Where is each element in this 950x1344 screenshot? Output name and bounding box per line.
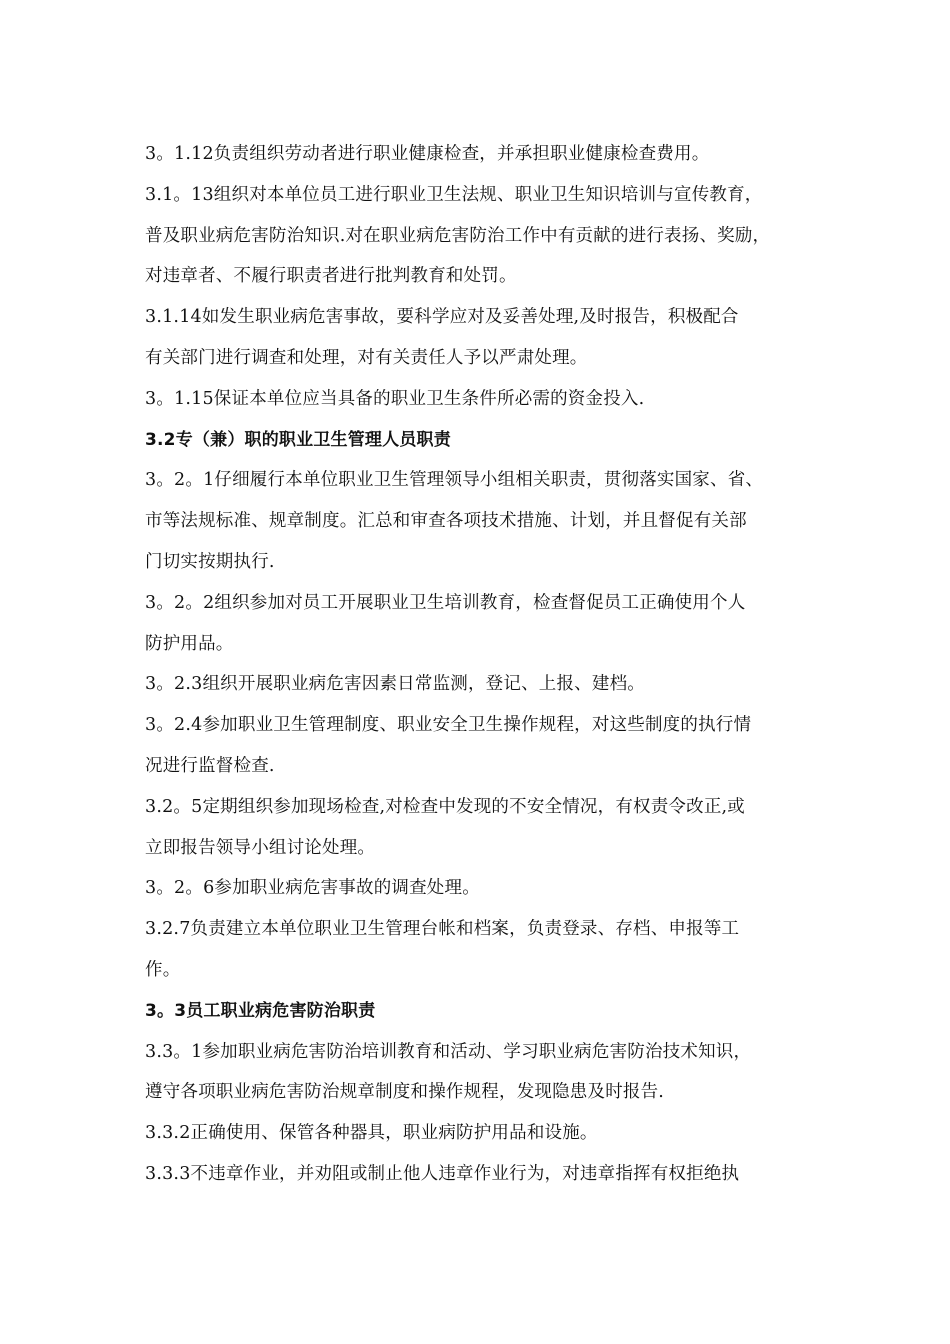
section-heading: 3。3员工职业病危害防治职责 [145,1000,376,1021]
paragraph-line: 3。2.4参加职业卫生管理制度、职业安全卫生操作规程，对这些制度的执行情 [145,715,752,736]
paragraph-line: 有关部门进行调查和处理，对有关责任人予以严肃处理。 [145,347,588,368]
paragraph-line: 3.2。5定期组织参加现场检查,对检查中发现的不安全情况，有权责令改正,或 [145,796,745,817]
document-body [145,134,835,1195]
section-heading: 3.2专（兼）职的职业卫生管理人员职责 [145,429,451,450]
paragraph-line: 3。2.3组织开展职业病危害因素日常监测，登记、上报、建档。 [145,674,645,695]
paragraph-line: 3.1。13组织对本单位员工进行职业卫生法规、职业卫生知识培训与宣传教育， [145,184,763,205]
paragraph-line: 3.3.2正确使用、保管各种器具，职业病防护用品和设施。 [145,1123,598,1144]
paragraph-line: 3。1.15保证本单位应当具备的职业卫生条件所必需的资金投入. [145,388,645,409]
paragraph-line: 3。2。2组织参加对员工开展职业卫生培训教育，检查督促员工正确使用个人 [145,592,746,613]
paragraph-line: 3.2.7负责建立本单位职业卫生管理台帐和档案，负责登录、存档、申报等工 [145,919,740,940]
paragraph-line: 普及职业病危害防治知识.对在职业病危害防治工作中有贡献的进行表扬、奖励， [145,225,771,246]
paragraph-line: 况进行监督检查. [145,755,275,776]
paragraph-line: 对违章者、不履行职责者进行批判教育和处罚。 [145,266,517,287]
paragraph-line: 3.1.14如发生职业病危害事故，要科学应对及妥善处理,及时报告，积极配合 [145,307,739,328]
paragraph-line: 3。1.12负责组织劳动者进行职业健康检查，并承担职业健康检查费用。 [145,144,710,164]
paragraph-line: 门切实按期执行. [145,551,275,572]
paragraph-line: 3.3。1参加职业病危害防治培训教育和活动、学习职业病危害防治技术知识， [145,1041,752,1062]
paragraph-line: 作。 [145,959,181,980]
paragraph-line: 遵守各项职业病危害防治规章制度和操作规程，发现隐患及时报告. [145,1082,665,1103]
paragraph-line: 防护用品。 [145,633,234,654]
paragraph-line: 3。2。1仔细履行本单位职业卫生管理领导小组相关职责，贯彻落实国家、省、 [145,470,764,491]
paragraph-line: 3.3.3不违章作业，并劝阻或制止他人违章作业行为，对违章指挥有权拒绝执 [145,1163,740,1184]
paragraph-line: 立即报告领导小组讨论处理。 [145,837,376,858]
paragraph-line: 市等法规标准、规章制度。汇总和审查各项技术措施、计划，并且督促有关部 [145,511,747,532]
paragraph-line: 3。2。6参加职业病危害事故的调查处理。 [145,878,480,899]
